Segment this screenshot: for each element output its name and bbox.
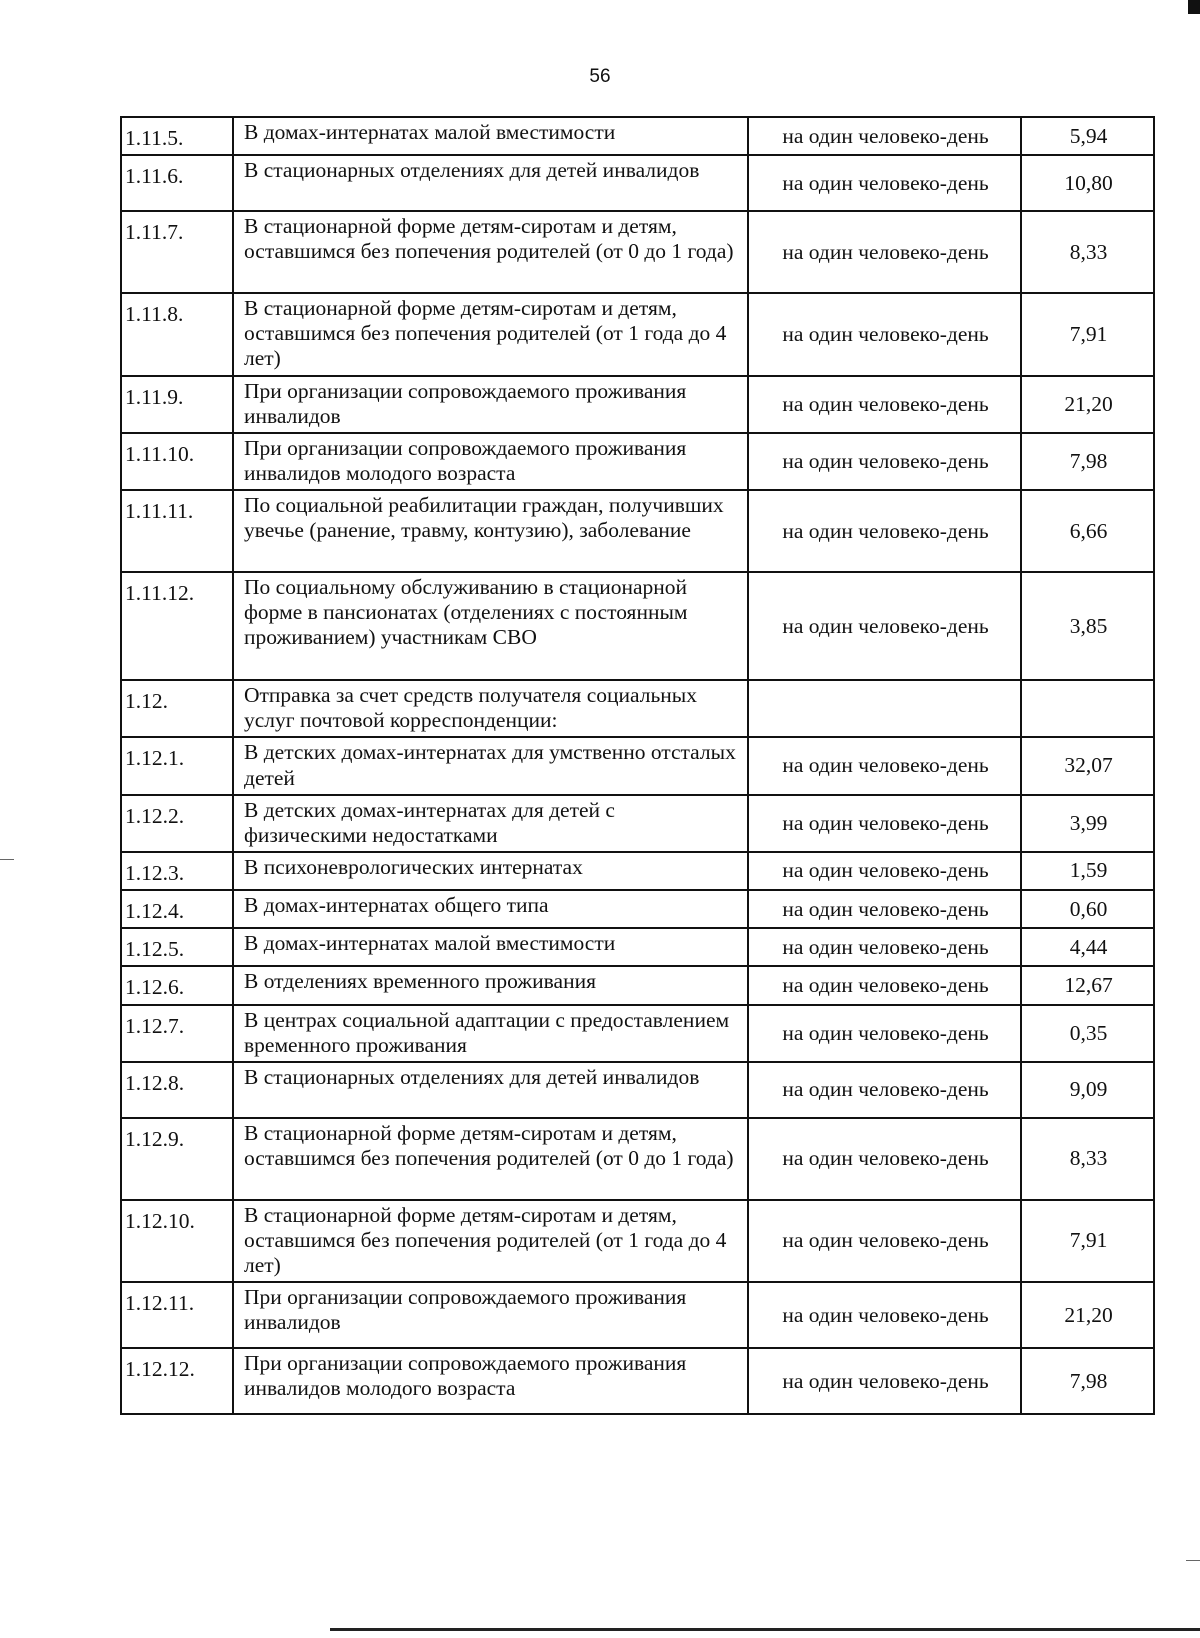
row-unit: на один человеко-день — [748, 1062, 1021, 1118]
row-unit: на один человеко-день — [748, 1200, 1021, 1282]
row-value: 7,91 — [1021, 1200, 1154, 1282]
table-row — [121, 928, 1154, 966]
table-row — [121, 1200, 1154, 1282]
row-description: В стационарных отделениях для детей инвалидов — [233, 155, 748, 211]
row-value: 3,85 — [1021, 572, 1154, 680]
row-unit: на один человеко-день — [748, 1118, 1021, 1200]
row-description: При организации сопровождаемого проживания инвалидов молодого возраста — [233, 1348, 748, 1414]
row-description: По социальному обслуживанию в стационарной форме в пансионатах (отделениях с постоянным проживанием) участникам СВО — [233, 572, 748, 680]
row-description: В психоневрологических интернатах — [233, 852, 748, 890]
row-description: В стационарных отделениях для детей инвалидов — [233, 1062, 748, 1118]
row-value: 1,59 — [1021, 852, 1154, 890]
row-unit — [748, 680, 1021, 737]
row-description: При организации сопровождаемого проживания инвалидов — [233, 376, 748, 433]
table-row — [121, 155, 1154, 211]
row-value: 3,99 — [1021, 795, 1154, 852]
table-row — [121, 293, 1154, 375]
table-row — [121, 966, 1154, 1004]
row-unit: на один человеко-день — [748, 1282, 1021, 1348]
scan-bottom-edge — [330, 1628, 1200, 1631]
table-row — [121, 572, 1154, 680]
table-row — [121, 1118, 1154, 1200]
row-unit: на один человеко-день — [748, 433, 1021, 490]
row-value: 21,20 — [1021, 1282, 1154, 1348]
row-description: В стационарной форме детям-сиротам и детям, оставшимся без попечения родителей (от 1 года до 4 лет) — [233, 293, 748, 375]
table-row — [121, 433, 1154, 490]
row-code: 1.12.12. — [121, 1348, 233, 1414]
row-code: 1.11.8. — [121, 293, 233, 375]
row-code: 1.12.4. — [121, 890, 233, 928]
row-code: 1.12. — [121, 680, 233, 737]
row-code: 1.11.7. — [121, 211, 233, 293]
row-description: Отправка за счет средств получателя социальных услуг почтовой корреспонденции: — [233, 680, 748, 737]
tariff-table — [120, 116, 1155, 1415]
row-value: 0,35 — [1021, 1005, 1154, 1062]
table-row — [121, 795, 1154, 852]
row-description: В стационарной форме детям-сиротам и детям, оставшимся без попечения родителей (от 0 до 1 года) — [233, 211, 748, 293]
row-description: В домах-интернатах малой вместимости — [233, 117, 748, 155]
row-value: 0,60 — [1021, 890, 1154, 928]
table-row — [121, 1282, 1154, 1348]
row-value: 8,33 — [1021, 211, 1154, 293]
row-code: 1.12.8. — [121, 1062, 233, 1118]
row-unit: на один человеко-день — [748, 966, 1021, 1004]
table-row — [121, 1348, 1154, 1414]
row-code: 1.12.11. — [121, 1282, 233, 1348]
row-value: 7,98 — [1021, 433, 1154, 490]
row-code: 1.11.12. — [121, 572, 233, 680]
row-description: В детских домах-интернатах для детей с физическими недостатками — [233, 795, 748, 852]
row-unit: на один человеко-день — [748, 376, 1021, 433]
row-value: 6,66 — [1021, 490, 1154, 572]
row-description: По социальной реабилитации граждан, получивших увечье (ранение, травму, контузию), заболевание — [233, 490, 748, 572]
table-row — [121, 117, 1154, 155]
row-code: 1.12.9. — [121, 1118, 233, 1200]
table-row — [121, 890, 1154, 928]
row-unit: на один человеко-день — [748, 890, 1021, 928]
row-unit: на один человеко-день — [748, 1005, 1021, 1062]
row-unit: на один человеко-день — [748, 155, 1021, 211]
row-description: В стационарной форме детям-сиротам и детям, оставшимся без попечения родителей (от 0 до 1 года) — [233, 1118, 748, 1200]
row-unit: на один человеко-день — [748, 852, 1021, 890]
row-value: 5,94 — [1021, 117, 1154, 155]
row-value: 7,91 — [1021, 293, 1154, 375]
table-row — [121, 211, 1154, 293]
row-unit: на один человеко-день — [748, 1348, 1021, 1414]
row-code: 1.11.5. — [121, 117, 233, 155]
row-value: 32,07 — [1021, 737, 1154, 794]
scan-edge-tick — [0, 859, 14, 860]
row-code: 1.11.9. — [121, 376, 233, 433]
table-row — [121, 1005, 1154, 1062]
row-unit: на один человеко-день — [748, 490, 1021, 572]
row-value: 10,80 — [1021, 155, 1154, 211]
row-code: 1.12.5. — [121, 928, 233, 966]
row-value: 9,09 — [1021, 1062, 1154, 1118]
row-code: 1.11.10. — [121, 433, 233, 490]
row-description: В стационарной форме детям-сиротам и детям, оставшимся без попечения родителей (от 1 года до 4 лет) — [233, 1200, 748, 1282]
row-code: 1.11.11. — [121, 490, 233, 572]
row-code: 1.12.6. — [121, 966, 233, 1004]
row-value: 4,44 — [1021, 928, 1154, 966]
row-value: 21,20 — [1021, 376, 1154, 433]
scan-corner-mark — [1188, 0, 1200, 14]
row-description: В домах-интернатах малой вместимости — [233, 928, 748, 966]
row-unit: на один человеко-день — [748, 737, 1021, 794]
row-unit: на один человеко-день — [748, 928, 1021, 966]
row-code: 1.12.10. — [121, 1200, 233, 1282]
tariff-table-body — [121, 117, 1154, 1414]
row-value — [1021, 680, 1154, 737]
row-unit: на один человеко-день — [748, 211, 1021, 293]
row-code: 1.12.1. — [121, 737, 233, 794]
table-row — [121, 680, 1154, 737]
row-unit: на один человеко-день — [748, 293, 1021, 375]
row-value: 12,67 — [1021, 966, 1154, 1004]
row-code: 1.11.6. — [121, 155, 233, 211]
row-code: 1.12.7. — [121, 1005, 233, 1062]
row-description: В центрах социальной адаптации с предоставлением временного проживания — [233, 1005, 748, 1062]
scan-edge-tick — [1186, 1560, 1200, 1561]
row-description: При организации сопровождаемого проживания инвалидов — [233, 1282, 748, 1348]
row-unit: на один человеко-день — [748, 117, 1021, 155]
row-description: При организации сопровождаемого проживания инвалидов молодого возраста — [233, 433, 748, 490]
table-row — [121, 852, 1154, 890]
row-code: 1.12.3. — [121, 852, 233, 890]
row-description: В отделениях временного проживания — [233, 966, 748, 1004]
table-row — [121, 376, 1154, 433]
row-unit: на один человеко-день — [748, 572, 1021, 680]
row-value: 8,33 — [1021, 1118, 1154, 1200]
table-row — [121, 490, 1154, 572]
row-unit: на один человеко-день — [748, 795, 1021, 852]
row-code: 1.12.2. — [121, 795, 233, 852]
row-value: 7,98 — [1021, 1348, 1154, 1414]
page-number: 56 — [589, 66, 611, 87]
row-description: В домах-интернатах общего типа — [233, 890, 748, 928]
table-row — [121, 1062, 1154, 1118]
table-row — [121, 737, 1154, 794]
row-description: В детских домах-интернатах для умственно отсталых детей — [233, 737, 748, 794]
